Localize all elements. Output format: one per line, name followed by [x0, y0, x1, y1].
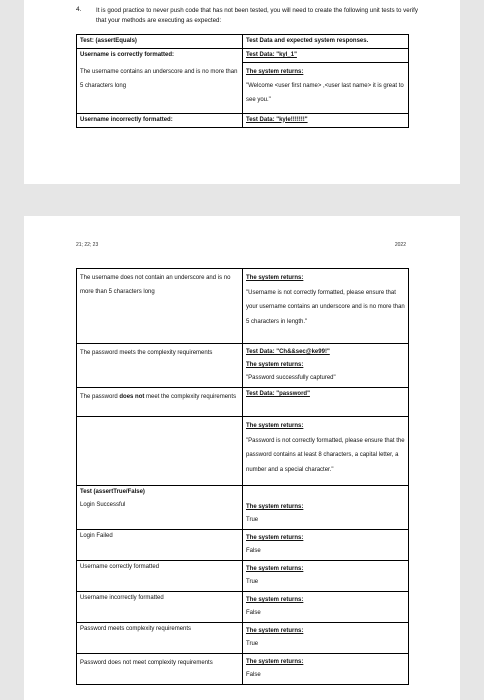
table-cell: Password meets complexity requirements	[77, 623, 243, 654]
table-row	[77, 63, 409, 114]
table-cell: Test Data: "kyle!!!!!!!"	[243, 113, 409, 127]
table-cell-label: The system returns:	[246, 659, 304, 665]
table-row	[77, 592, 409, 623]
intro-paragraph: It is good practice to never push code that has not been tested, you will need to create the following unit tests to verify that your methods are executing as expected:	[96, 7, 418, 24]
table-cell	[243, 654, 409, 685]
table-cell-label: Test Data: "Ch&&sec@ke99!"	[246, 349, 330, 355]
table-cell	[243, 561, 409, 592]
table-cell	[243, 530, 409, 561]
table-cell	[243, 417, 409, 486]
table-cell-text: "Username is not correctly formatted, please ensure that your username contains an underscore and is no more than 5 characters in length."	[246, 289, 405, 325]
table-cell: Username is correctly formatted:	[77, 49, 243, 63]
table-cell-label: The system returns:	[246, 423, 304, 429]
table-row	[77, 486, 409, 500]
table-cell: Login Failed	[77, 530, 243, 561]
table-cell-label: The system returns:	[246, 628, 304, 634]
table-cell: Login Successful	[77, 499, 243, 530]
table-row	[77, 499, 409, 530]
table-row	[77, 269, 409, 344]
table-cell	[243, 486, 409, 500]
table-cell: The username contains an underscore and is no more than 5 characters long	[77, 63, 243, 114]
table-cell-text: False	[246, 548, 261, 554]
table-cell: Test Data: "password"	[243, 388, 409, 417]
table-row	[77, 344, 409, 388]
table-row	[77, 388, 409, 417]
table-cell	[243, 592, 409, 623]
table-cell	[243, 623, 409, 654]
table-cell: Test Data: "kyl_1"	[243, 49, 409, 63]
table-cell-text: "Welcome <user first name> ,<user last name> it is great to see you."	[246, 83, 404, 103]
table-cell-label: The system returns:	[246, 275, 304, 281]
table-cell: Username correctly formatted	[77, 561, 243, 592]
table-cell-text: True	[246, 579, 259, 585]
table-row	[77, 49, 409, 63]
table-cell	[243, 499, 409, 530]
table-cell	[243, 63, 409, 114]
table-cell-text: "Password successfully captured"	[246, 375, 336, 381]
table-cell-text: True	[246, 641, 259, 647]
table-row	[77, 530, 409, 561]
table-cell-label: The system returns:	[246, 597, 304, 603]
table-row	[77, 113, 409, 127]
table-cell: Password does not meet complexity requirements	[77, 654, 243, 685]
table-cell	[243, 344, 409, 388]
document-page-1	[24, 0, 460, 184]
table-cell	[77, 388, 243, 417]
table-cell-emphasis: does not	[119, 394, 145, 400]
table-cell	[243, 269, 409, 344]
table-cell: The username does not contain an underscore and is no more than 5 characters long	[77, 269, 243, 344]
unit-test-table-1	[76, 34, 409, 128]
table-cell-label: The system returns:	[246, 362, 304, 368]
table-header-cell: Test: (assertEquals)	[77, 35, 243, 49]
table-cell-text: True	[246, 517, 259, 523]
table-cell-text: meet the complexity requirements	[144, 394, 237, 400]
table-cell: Username incorrectly formatted:	[77, 113, 243, 127]
table-cell: Username incorrectly formatted	[77, 592, 243, 623]
unit-test-table-2	[76, 268, 409, 685]
table-cell-label: The system returns:	[246, 69, 304, 75]
table-row	[77, 623, 409, 654]
table-cell-label: The system returns:	[246, 504, 304, 510]
table-cell-text: The password	[80, 394, 120, 400]
table-cell	[77, 417, 243, 486]
table-cell: Test (assertTrue/False)	[77, 486, 243, 500]
table-cell-text: "Password is not correctly formatted, please ensure that the password contains at least 8 characters, a capital letter, a number and a special character."	[246, 437, 405, 473]
table-cell-text: False	[246, 610, 261, 616]
header-right: 2022	[394, 242, 406, 248]
table-row	[77, 417, 409, 486]
table-row	[77, 561, 409, 592]
table-cell-label: The system returns:	[246, 535, 304, 541]
table-header-row	[77, 35, 409, 49]
table-header-cell: Test Data and expected system responses.	[243, 35, 409, 49]
item-number: 4.	[76, 6, 82, 13]
table-row	[77, 654, 409, 685]
table-cell-label: The system returns:	[246, 566, 304, 572]
header-left: 21; 22; 23	[76, 242, 99, 248]
table-cell: The password meets the complexity requirements	[77, 344, 243, 388]
table-cell-text: False	[246, 672, 261, 678]
document-page-2	[24, 216, 460, 700]
